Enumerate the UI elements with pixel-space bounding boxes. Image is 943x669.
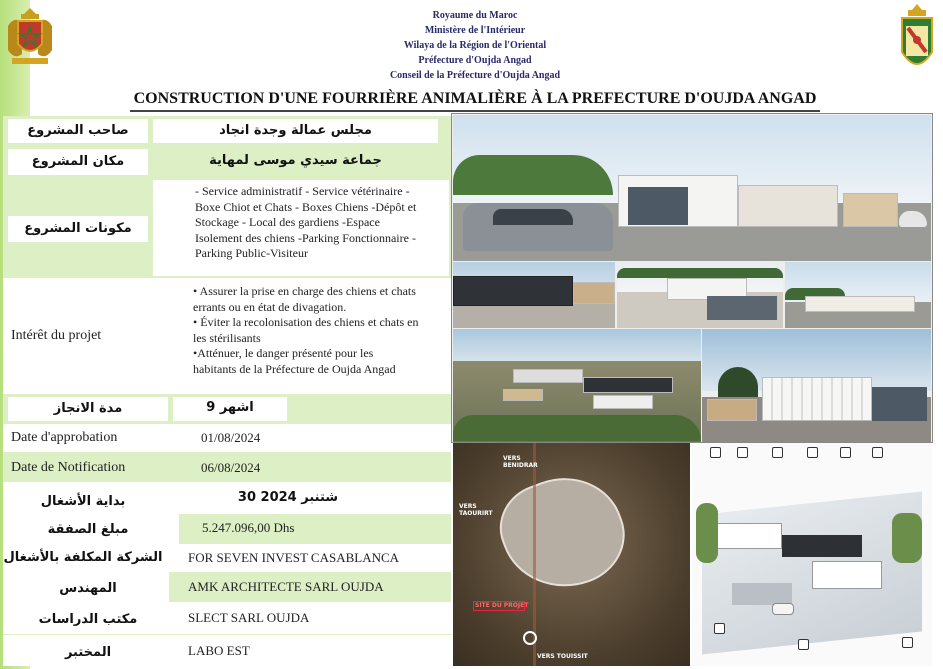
render-service-image [702, 329, 931, 442]
approval-label: Date d'approbation [11, 430, 118, 445]
amount-value: 5.247.096,00 Dhs [202, 520, 295, 535]
gardien-icon [714, 623, 725, 634]
owner-label: صاحب المشروع [27, 123, 129, 138]
row-duration [3, 394, 451, 424]
duration-label: مدة الانجاز [53, 401, 123, 416]
header-line-kingdom: Royaume du Maroc [432, 10, 518, 21]
duration-value: 9 اشهر [206, 400, 254, 415]
render-aerial-image [453, 329, 701, 442]
components-line: Parking Public-Visiteur [195, 246, 308, 260]
start-label: بداية الأشغال [40, 494, 126, 509]
lab-label: المختبر [64, 645, 112, 660]
parking-staff-icon [798, 639, 809, 650]
royal-emblem-icon [4, 4, 56, 68]
map-label-touissit: VERS TOUISSIT [537, 653, 588, 660]
page-title: CONSTRUCTION D'UNE FOURRIÈRE ANIMALIÈRE À LA PREFECTURE D'OUJDA ANGAD [133, 90, 817, 107]
row-notification [3, 452, 451, 482]
components-list [195, 184, 451, 262]
site-plan-image [692, 443, 932, 666]
row-components [3, 178, 451, 278]
notification-value: 06/08/2024 [201, 460, 261, 475]
interest-line: errants ou en état de divagation. [193, 299, 347, 314]
puppy-box-icon [737, 447, 748, 458]
map-label-taourirt: VERS TAOURIRT [459, 503, 493, 517]
header-institutions [250, 8, 700, 83]
render-courtyard-image [617, 262, 783, 328]
row-amount [3, 514, 451, 544]
amount-label: مبلغ الصفقة [47, 522, 129, 537]
interest-line: habitants de la Préfecture de Oujda Angad [193, 361, 396, 376]
row-start [3, 482, 451, 514]
render-kennels-image [453, 262, 615, 328]
notification-label: Date de Notification [11, 460, 126, 475]
city-area [488, 461, 638, 605]
map-label-benidrar: VERS BENIDRAR [503, 455, 538, 469]
header-line-council: Conseil de la Préfecture d'Oujda Angad [389, 70, 561, 81]
engineer-value: AMK ARCHITECTE SARL OUJDA [188, 579, 384, 594]
row-engineer [3, 572, 451, 602]
row-lab [3, 634, 451, 666]
components-line: Stockage - Local des gardiens -Espace [195, 215, 380, 229]
prefecture-emblem-icon [896, 2, 938, 78]
row-owner [3, 116, 451, 146]
site-pin-icon [523, 631, 537, 645]
engineer-label: المهندس [59, 581, 117, 596]
studies-label: مكتب الدراسات [38, 612, 138, 627]
approval-value: 01/08/2024 [201, 430, 261, 445]
components-line: Boxe Chiot et Chats - Boxes Chiens -Dépôt et [195, 199, 417, 214]
interest-line: • Assurer la prise en charge des chiens et chats [193, 284, 416, 298]
row-company [3, 544, 451, 572]
components-line: Isolement des chiens -Parking Fonctionnaire - [195, 230, 416, 245]
location-map [453, 443, 690, 666]
start-value: 30 شتنبر 2024 [237, 490, 339, 505]
render-main-image [453, 115, 931, 261]
interest-line: • Éviter la recolonisation des chiens et chats en [193, 315, 419, 329]
components-label: مكونات المشروع [24, 221, 132, 236]
components-line: - Service administratif - Service vétérinaire - [195, 184, 410, 198]
interest-list [193, 284, 451, 377]
studies-value: SLECT SARL OUJDA [188, 610, 310, 625]
vet-service-icon [840, 447, 851, 458]
company-label: الشركة المكلفة بالأشغال [3, 550, 163, 565]
place-value: جماعة سيدي موسى لمهاية [209, 153, 382, 168]
place-label: مكان المشروع [31, 154, 125, 169]
row-studies [3, 602, 451, 634]
row-approval [3, 424, 451, 452]
header-line-prefecture: Préfecture d'Oujda Angad [418, 55, 532, 66]
interest-line: les stérilisants [193, 330, 261, 345]
lab-value: LABO EST [188, 643, 250, 658]
storage-icon [872, 447, 883, 458]
render-facade-image [785, 262, 931, 328]
interest-label: Intérêt du projet [11, 328, 102, 343]
title-underline [130, 110, 820, 112]
admin-icon [710, 447, 721, 458]
company-value: FOR SEVEN INVEST CASABLANCA [188, 550, 400, 565]
map-label-site: SITE DU PROJET [475, 602, 529, 609]
parking-public-icon [902, 637, 913, 648]
isolation-icon [772, 447, 783, 458]
dog-box-icon [807, 447, 818, 458]
owner-value: مجلس عمالة وجدة انجاد [219, 123, 372, 138]
header-line-ministry: Ministère de l'Intérieur [424, 25, 526, 36]
interest-line: •Atténuer, le danger présenté pour les [193, 346, 374, 360]
header-line-wilaya: Wilaya de la Région de l'Oriental [403, 40, 547, 51]
row-place [3, 146, 451, 178]
row-interest [3, 278, 451, 394]
